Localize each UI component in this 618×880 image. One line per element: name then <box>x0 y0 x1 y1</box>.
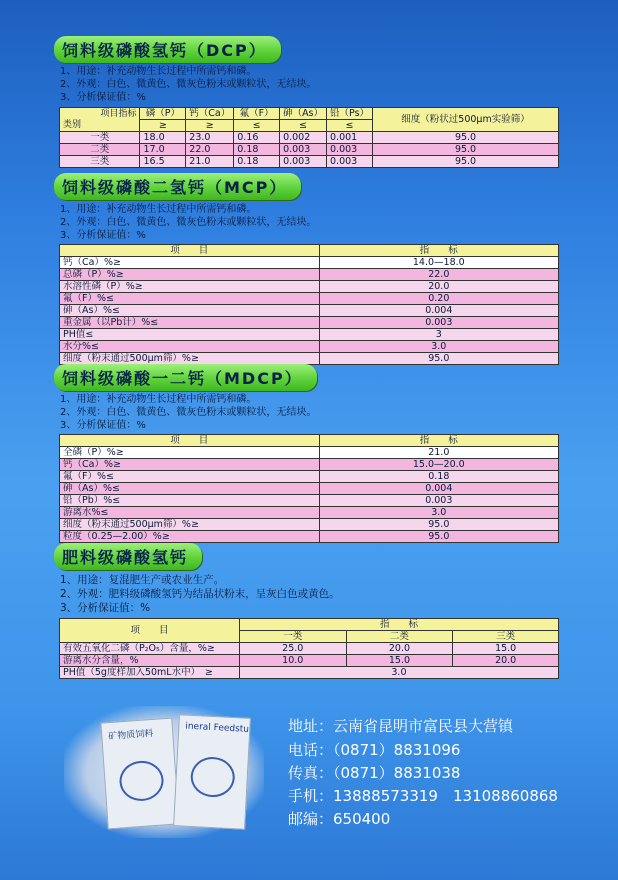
item-cell: 全磷（P）%≥ <box>60 447 320 459</box>
item-cell: 游离水%≤ <box>60 507 320 519</box>
cell: 0.18 <box>234 144 280 156</box>
contact-fax: 传真：（0871）8831038 <box>288 764 461 782</box>
cell: 0.16 <box>234 132 280 144</box>
value-cell: 95.0 <box>319 353 558 365</box>
dcp-col-name: 钙（Ca） <box>186 108 234 120</box>
dcp-col-op: ≤ <box>234 120 280 132</box>
table-row <box>60 495 559 507</box>
fert-header-row <box>60 619 559 631</box>
mcp-note-guarantee: 3、分析保证值：% <box>60 230 146 241</box>
fert-table <box>59 618 559 679</box>
row-label: 二类 <box>60 144 140 156</box>
table-row <box>60 317 559 329</box>
item-cell: 总磷（P）%≥ <box>60 269 320 281</box>
cell: 0.003 <box>280 144 327 156</box>
dcp-col-op: ≤ <box>327 120 373 132</box>
bag-left-label: 矿物质饲料 <box>108 728 154 743</box>
value-cell: 95.0 <box>319 531 558 543</box>
cell: 0.002 <box>280 132 327 144</box>
dcp-col-name: 砷（As） <box>280 108 327 120</box>
table-row <box>60 447 559 459</box>
feed-bag-right <box>173 714 251 830</box>
dcp-col-op: ≤ <box>280 120 327 132</box>
fert-header-value: 指 标 <box>239 619 558 631</box>
dcp-header-category: 类别 <box>63 119 82 130</box>
item-cell: 砷（As）%≤ <box>60 483 320 495</box>
cell: 18.0 <box>140 132 186 144</box>
value-cell: 3.0 <box>239 667 558 679</box>
cell: 0.003 <box>327 144 373 156</box>
mdcp-note-guarantee: 3、分析保证值：% <box>60 420 146 431</box>
row-label: 一类 <box>60 132 140 144</box>
value-cell: 0.20 <box>319 293 558 305</box>
fert-grade: 三类 <box>453 631 559 643</box>
dcp-table <box>59 107 559 168</box>
bag-logo-icon <box>118 759 165 802</box>
table-row <box>60 531 559 543</box>
item-cell: 氟（F）%≤ <box>60 471 320 483</box>
table-row <box>60 293 559 305</box>
bag-logo-icon <box>190 756 236 798</box>
item-cell: 砷（As）%≤ <box>60 305 320 317</box>
table-row <box>60 156 559 168</box>
dcp-note-guarantee: 3、分析保证值：% <box>60 92 146 103</box>
dcp-col-name: 铅（Ps） <box>327 108 373 120</box>
feed-bag-left <box>100 718 179 830</box>
table-row <box>60 257 559 269</box>
dcp-col-fineness <box>373 108 559 132</box>
fert-note-appearance: 2、外观：肥料级磷酸氢钙为结晶状粉末，呈灰白色或黄色。 <box>60 588 340 600</box>
mdcp-note-appearance: 2、外观：白色、微黄色、微灰色粉末或颗粒状，无结块。 <box>60 407 317 418</box>
value-cell: 21.0 <box>319 447 558 459</box>
value-cell: 20.0 <box>319 281 558 293</box>
dcp-col-op: ≥ <box>186 120 234 132</box>
table-row <box>60 353 559 365</box>
fert-grade: 二类 <box>346 631 453 643</box>
item-cell: 钙（Ca）%≥ <box>60 257 320 269</box>
cell: 23.0 <box>186 132 234 144</box>
mcp-note-appearance: 2、外观：白色、微黄色、微灰色粉末或颗粒状，无结块。 <box>60 217 317 228</box>
value-cell: 10.0 <box>239 655 346 667</box>
cell: 22.0 <box>186 144 234 156</box>
table-row <box>60 305 559 317</box>
value-cell: 20.0 <box>453 655 559 667</box>
contact-postcode: 邮编：650400 <box>288 810 391 828</box>
mdcp-header-item: 项 目 <box>60 435 320 447</box>
dcp-col-name: 细度（粉状过500μm实验筛） <box>401 114 530 125</box>
fert-notes <box>60 573 340 615</box>
item-cell: 钙（Ca）%≥ <box>60 459 320 471</box>
value-cell: 20.0 <box>346 643 453 655</box>
cell: 17.0 <box>140 144 186 156</box>
value-cell: 25.0 <box>239 643 346 655</box>
mdcp-notes <box>60 393 316 432</box>
table-row <box>60 655 559 667</box>
table-row <box>60 329 559 341</box>
cell: 95.0 <box>373 156 559 168</box>
value-cell: 95.0 <box>319 519 558 531</box>
table-row <box>60 507 559 519</box>
cell: 0.001 <box>327 132 373 144</box>
dcp-notes <box>60 65 316 104</box>
mdcp-header-row <box>60 435 559 447</box>
value-cell: 3 <box>319 329 558 341</box>
item-cell: 重金属（以Pb计）%≤ <box>60 317 320 329</box>
bag-right-label: ineral Feedstu <box>185 721 250 735</box>
value-cell: 15.0—20.0 <box>319 459 558 471</box>
mdcp-header-value: 指 标 <box>319 435 558 447</box>
item-cell: 细度（粉末通过500μm筛）%≥ <box>60 353 320 365</box>
contact-address: 地址：云南省昆明市富民县大营镇 <box>288 717 514 735</box>
fert-note-guarantee: 3、分析保证值：% <box>60 602 151 614</box>
fert-grade: 一类 <box>239 631 346 643</box>
mcp-table <box>59 244 559 365</box>
item-cell: 水分%≤ <box>60 341 320 353</box>
item-cell: 游离水分含量，% <box>60 655 240 667</box>
dcp-header-corner <box>60 108 140 132</box>
product-bags-photo <box>64 706 264 838</box>
value-cell: 0.003 <box>319 317 558 329</box>
table-row <box>60 269 559 281</box>
mcp-note-use: 1、用途：补充动物生长过程中所需钙和磷。 <box>60 204 257 215</box>
contact-phone: 电话：（0871）8831096 <box>288 741 461 759</box>
value-cell: 0.003 <box>319 495 558 507</box>
cell: 0.003 <box>327 156 373 168</box>
dcp-title: 饲料级磷酸氢钙（DCP） <box>54 36 281 63</box>
dcp-header-row <box>60 108 559 120</box>
table-row <box>60 667 559 679</box>
mcp-title: 饲料级磷酸二氢钙（MCP） <box>54 173 301 200</box>
cell: 95.0 <box>373 144 559 156</box>
dcp-note-use: 1、用途：补充动物生长过程中所需钙和磷。 <box>60 66 257 77</box>
item-cell: 铅（Pb）%≤ <box>60 495 320 507</box>
item-cell: 有效五氧化二磷（P₂O₅）含量，%≥ <box>60 643 240 655</box>
fert-header-item: 项 目 <box>60 619 240 643</box>
item-cell: PH值≤ <box>60 329 320 341</box>
table-row <box>60 459 559 471</box>
item-cell: 粒度（0.25—2.00）%≥ <box>60 531 320 543</box>
mdcp-table <box>59 434 559 543</box>
table-row <box>60 471 559 483</box>
mdcp-title: 饲料级磷酸一二钙（MDCP） <box>54 364 317 391</box>
item-cell: 氟（F）%≤ <box>60 293 320 305</box>
value-cell: 0.004 <box>319 305 558 317</box>
value-cell: 15.0 <box>453 643 559 655</box>
fert-title: 肥料级磷酸氢钙 <box>54 543 202 570</box>
mcp-header-value: 指 标 <box>319 245 558 257</box>
fert-note-use: 1、用途：复混肥生产或农业生产。 <box>60 574 225 586</box>
table-row <box>60 144 559 156</box>
cell: 16.5 <box>140 156 186 168</box>
table-row <box>60 483 559 495</box>
value-cell: 3.0 <box>319 341 558 353</box>
item-cell: 细度（粉末通过500μm筛）%≥ <box>60 519 320 531</box>
item-cell: PH值（5g度样加入50mL水中） ≥ <box>60 667 240 679</box>
table-row <box>60 341 559 353</box>
mdcp-note-use: 1、用途：补充动物生长过程中所需钙和磷。 <box>60 394 257 405</box>
cell: 95.0 <box>373 132 559 144</box>
cell: 0.18 <box>234 156 280 168</box>
row-label: 三类 <box>60 156 140 168</box>
table-row <box>60 281 559 293</box>
value-cell: 3.0 <box>319 507 558 519</box>
cell: 0.003 <box>280 156 327 168</box>
dcp-header-item: 项目指标 <box>100 108 137 119</box>
dcp-col-name: 磷（P） <box>140 108 186 120</box>
mcp-notes <box>60 203 316 242</box>
cell: 21.0 <box>186 156 234 168</box>
contact-mobile: 手机：13888573319 13108860868 <box>288 787 558 805</box>
value-cell: 0.18 <box>319 471 558 483</box>
dcp-col-op: ≥ <box>140 120 186 132</box>
dcp-note-appearance: 2、外观：白色、微黄色、微灰色粉末或颗粒状，无结块。 <box>60 79 317 90</box>
mcp-header-item: 项 目 <box>60 245 320 257</box>
dcp-col-name: 氟（F） <box>234 108 280 120</box>
value-cell: 14.0—18.0 <box>319 257 558 269</box>
table-row <box>60 643 559 655</box>
table-row <box>60 519 559 531</box>
table-row <box>60 132 559 144</box>
mcp-header-row <box>60 245 559 257</box>
value-cell: 15.0 <box>346 655 453 667</box>
item-cell: 水溶性磷（P）%≥ <box>60 281 320 293</box>
value-cell: 0.004 <box>319 483 558 495</box>
value-cell: 22.0 <box>319 269 558 281</box>
